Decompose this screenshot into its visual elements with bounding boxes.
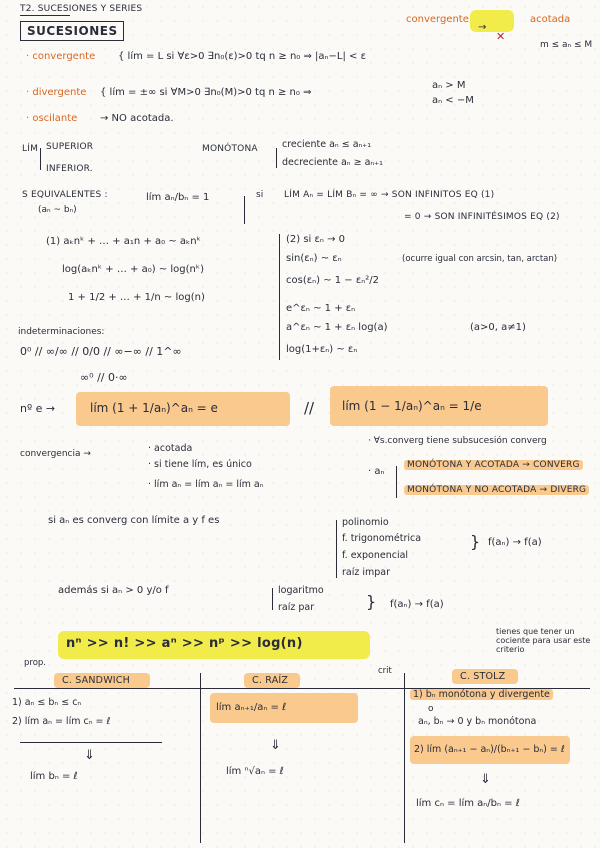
func-res: f(aₙ) → f(a) (488, 537, 542, 548)
conv-r2-bracket (396, 466, 397, 498)
monotona-bracket (276, 148, 277, 168)
equiv-si: si (256, 190, 264, 200)
sandwich-l2: 2) lím aₙ = lím cₙ = ℓ (12, 716, 111, 727)
indet-row2: ∞⁰ // 0·∞ (80, 371, 128, 384)
stolz-l1c: aₙ, bₙ → 0 y bₙ monótona (418, 716, 537, 727)
def-convergente-label: · convergente (26, 51, 96, 62)
stolz-arrow: ⇓ (480, 772, 491, 787)
topic-underline (20, 15, 70, 16)
corner-convergente: convergente (406, 14, 469, 25)
sandwich-l1: 1) aₙ ≤ bₙ ≤ cₙ (12, 697, 82, 708)
func-opt-2: f. exponencial (342, 550, 409, 561)
list2-l3: cos(εₙ) ~ 1 − εₙ²/2 (286, 275, 379, 286)
equiv-ratio: lím aₙ/bₙ = 1 (146, 192, 210, 203)
func-opt-1: f. trigonométrica (342, 533, 422, 544)
monotona-decreciente: decreciente aₙ ≥ aₙ₊₁ (282, 157, 383, 168)
conv-p2: · si tiene lím, es único (148, 459, 252, 470)
def-convergente: { lím = L si ∀ε>0 ∃n₀(ε)>0 tq n ≥ n₀ ⇒ |aₙ−L| < ε (118, 51, 366, 62)
conv-r2a: MONÓTONA Y ACOTADA → CONVERG (404, 460, 583, 470)
lim-bracket (40, 148, 41, 170)
equiv-cond2: = 0 → SON INFINITÉSIMOS EQ (2) (404, 212, 560, 222)
monotona-label: MONÓTONA (202, 144, 258, 154)
conv-p1: · acotada (148, 443, 193, 454)
list1-l2: log(aₖnᵏ + … + a₀) ~ log(nᵏ) (62, 264, 205, 275)
list1-l1: (1) aₖnᵏ + … + a₁n + a₀ ~ aₖnᵏ (46, 236, 201, 247)
list2-l6: log(1+εₙ) ~ εₙ (286, 344, 358, 355)
list2-l2: sin(εₙ) ~ εₙ (286, 253, 342, 264)
sandwich-title: C. SANDWICH (62, 675, 130, 686)
func-opt-0: polinomio (342, 517, 389, 528)
list2-l2b: (ocurre igual con arcsin, tan, arctan) (402, 254, 558, 264)
raiz-l1: lím aₙ₊₁/aₙ = ℓ (216, 702, 287, 713)
conv-label: convergencia → (20, 449, 91, 459)
hierarchy: nⁿ >> n! >> aⁿ >> nᵖ >> log(n) (66, 636, 303, 651)
corner-arrow: → (478, 22, 487, 33)
func-bracket2 (272, 588, 273, 610)
stolz-title: C. STOLZ (460, 671, 506, 682)
stolz-note: tienes que tener un cociente para usar este criterio (496, 627, 591, 655)
func-brace: } (470, 532, 481, 551)
criteria-crit: crit (378, 666, 392, 676)
conv-r2b: MONÓTONA Y NO ACOTADA → DIVERG (404, 485, 589, 495)
raiz-arrow: ⇓ (270, 738, 281, 753)
def-divergente-label: · divergente (26, 87, 87, 98)
stolz-res: lím cₙ = lím aₙ/bₙ = ℓ (416, 798, 520, 809)
corner-bound: m ≤ aₙ ≤ M (540, 40, 593, 50)
equiv-cond: LÍM Aₙ = LÍM Bₙ = ∞ → SON INFINITOS EQ (1) (284, 190, 495, 200)
list2-l1: (2) si εₙ → 0 (286, 234, 345, 245)
list2-l5b: (a>0, a≠1) (470, 322, 526, 333)
def-oscilante-label: · oscilante (26, 113, 78, 124)
page-title: SUCESIONES (27, 24, 118, 38)
conv-p3: · lím aₙ = lím aₙ = lím aₙ (148, 479, 264, 490)
list2-l4: e^εₙ ~ 1 + εₙ (286, 303, 356, 314)
def-oscilante: → NO acotada. (100, 113, 174, 124)
func-line2: además si aₙ > 0 y/o f (58, 585, 169, 596)
indet-label: indeterminaciones: (18, 327, 105, 337)
stolz-l2: 2) lím (aₙ₊₁ − aₙ)/(bₙ₊₁ − bₙ) = ℓ (414, 744, 565, 755)
sandwich-res: lím bₙ = ℓ (30, 771, 78, 782)
list2-l5: a^εₙ ~ 1 + εₙ log(a) (286, 322, 388, 333)
indet-row1: 0⁰ // ∞/∞ // 0/0 // ∞−∞ // 1^∞ (20, 345, 182, 358)
stolz-l1b: o (428, 704, 434, 714)
func-brace2: } (366, 592, 377, 611)
stolz-l1: 1) bₙ monótona y divergente (410, 689, 553, 700)
corner-cross: ✕ (496, 30, 506, 43)
equiv-label2: (aₙ ~ bₙ) (38, 205, 77, 215)
func-bracket (336, 520, 337, 578)
func-res2: f(aₙ) → f(a) (390, 599, 444, 610)
func-opt2-0: logaritmo (278, 585, 324, 596)
lim-label: LÍM (22, 144, 39, 154)
corner-acotada: acotada (530, 14, 571, 25)
criteria-col-sep-1 (200, 673, 201, 843)
criteria-prop: prop. (24, 658, 47, 668)
lim-inferior: INFERIOR. (46, 164, 93, 174)
criteria-col-sep-2 (404, 673, 405, 843)
equiv-label: S EQUIVALENTES : (22, 190, 108, 200)
def-div-a: aₙ > M (432, 80, 466, 91)
raiz-res: lím ⁿ√aₙ = ℓ (226, 766, 284, 777)
euler-sep: // (304, 399, 315, 417)
acotada-highlight (470, 10, 514, 32)
sandwich-arrow: ⇓ (84, 748, 95, 763)
topic-header: T2. SUCESIONES Y SERIES (20, 4, 143, 14)
euler-label: nº e → (20, 402, 56, 415)
list2-divider (279, 234, 280, 360)
euler-f2: lím (1 − 1/aₙ)^aₙ = 1/e (342, 399, 482, 413)
func-line: si aₙ es converg con límite a y f es (48, 515, 220, 526)
def-divergente: { lím = ±∞ si ∀M>0 ∃n₀(M)>0 tq n ≥ n₀ ⇒ (100, 87, 312, 98)
def-div-b: aₙ < −M (432, 95, 474, 106)
sandwich-rule (20, 742, 162, 743)
lim-superior: SUPERIOR (46, 142, 94, 152)
conv-r1: · ∀s.converg tiene subsucesión converg (368, 436, 547, 446)
monotona-creciente: creciente aₙ ≤ aₙ₊₁ (282, 139, 372, 150)
func-opt-3: raíz impar (342, 567, 391, 578)
raiz-title: C. RAÍZ (252, 675, 289, 686)
list1-l3: 1 + 1/2 + … + 1/n ~ log(n) (68, 292, 205, 303)
euler-f1: lím (1 + 1/aₙ)^aₙ = e (90, 401, 218, 415)
equiv-bracket (244, 196, 245, 224)
func-opt2-1: raíz par (278, 602, 315, 613)
conv-r2pre: · aₙ (368, 466, 385, 477)
